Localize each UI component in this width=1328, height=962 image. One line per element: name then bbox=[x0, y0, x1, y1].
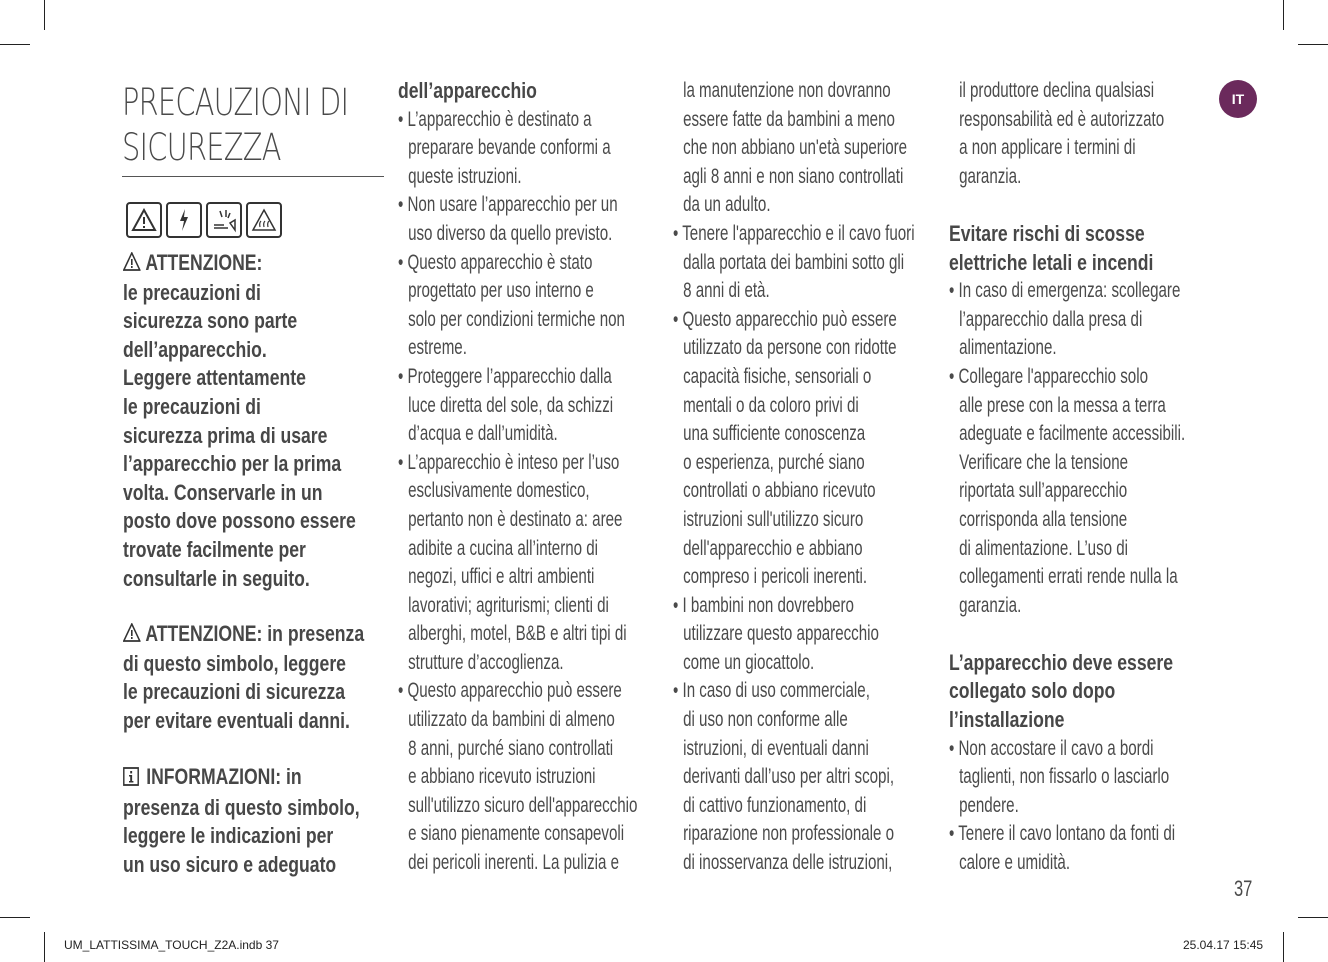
text-line: mentali o da coloro privi di bbox=[683, 393, 859, 417]
text-line: come un giocattolo. bbox=[683, 650, 815, 674]
lightning-icon bbox=[166, 202, 202, 238]
text-line: compreso i pericoli inerenti. bbox=[683, 565, 868, 589]
text-line: utilizzato da persone con ridotte bbox=[683, 336, 897, 360]
safety-symbols bbox=[126, 202, 282, 238]
hot-surface-icon bbox=[246, 202, 282, 238]
text-line: riportata sull’apparecchio bbox=[959, 479, 1128, 503]
text-line: essere fatte da bambini a meno bbox=[683, 107, 895, 131]
text-line: adibite a cucina all’interno di bbox=[408, 536, 599, 560]
warning-icon bbox=[123, 250, 141, 279]
section-heading: L’apparecchio deve essere bbox=[949, 649, 1174, 675]
bullet-item: • Proteggere l’apparecchio dalla bbox=[398, 364, 612, 388]
text-line: alle prese con la messa a terra bbox=[959, 393, 1166, 417]
bullet-item: • Collegare l'apparecchio solo bbox=[949, 364, 1148, 388]
hand-water-icon bbox=[206, 202, 242, 238]
text-line: solo per condizioni termiche non bbox=[408, 307, 625, 331]
print-timestamp: 25.04.17 15:45 bbox=[1183, 938, 1264, 952]
crop-mark bbox=[0, 917, 30, 918]
text-line: lavorativi; agriturismi; clienti di bbox=[408, 593, 609, 617]
text-line: e abbiano ricevuto istruzioni bbox=[408, 765, 596, 789]
text-line: alimentazione. bbox=[959, 336, 1057, 360]
crop-mark bbox=[0, 44, 30, 45]
text-line: esclusivamente domestico, bbox=[408, 479, 590, 503]
text-line: che non abbiano un'età superiore bbox=[683, 136, 908, 160]
crop-mark bbox=[1283, 0, 1284, 30]
bullet-item: • In caso di uso commerciale, bbox=[673, 679, 870, 703]
crop-mark bbox=[1298, 917, 1328, 918]
crop-mark bbox=[44, 932, 45, 962]
column-4 bbox=[949, 77, 1239, 878]
text-line: Verificare che la tensione bbox=[959, 450, 1129, 474]
crop-mark bbox=[44, 0, 45, 30]
text-line: derivanti dall’uso per altri scopi, bbox=[683, 765, 895, 789]
text-line: sull'utilizzo sicuro dell'apparecchio bbox=[408, 793, 638, 817]
text-line: agli 8 anni e non siano controllati bbox=[683, 164, 904, 188]
text-line: dell'apparecchio e abbiano bbox=[683, 536, 863, 560]
bullet-item: • Non accostare il cavo a bordi bbox=[949, 736, 1154, 760]
text-line: estreme. bbox=[408, 336, 467, 360]
spacer bbox=[949, 191, 1237, 220]
spacer bbox=[949, 620, 1237, 649]
text-line: 8 anni, purché siano controllati bbox=[408, 736, 614, 760]
text-line: dalla portata dei bambini sotto gli bbox=[683, 250, 905, 274]
text-line: riparazione non professionale o bbox=[683, 822, 895, 846]
text-line: d’acqua e dall’umidità. bbox=[408, 422, 558, 446]
text-line: la manutenzione non dovranno bbox=[683, 79, 891, 102]
warning-icon bbox=[123, 621, 141, 650]
info-icon bbox=[123, 765, 139, 794]
text-line: il produttore declina qualsiasi bbox=[959, 79, 1155, 102]
column-3 bbox=[673, 77, 963, 878]
text-line: calore e umidità. bbox=[959, 851, 1071, 875]
text-line: negozi, uffici e altri ambienti bbox=[408, 565, 595, 589]
text-line: utilizzato da bambini di almeno bbox=[408, 708, 615, 732]
text-line: taglienti, non fissarlo o lasciarlo bbox=[959, 765, 1170, 789]
section-heading: collegato solo dopo bbox=[949, 678, 1116, 704]
text-line: pendere. bbox=[959, 793, 1019, 817]
warning-block-2: ATTENZIONE: in presenza di questo simbolo, leggere le precauzioni di sicurezza per evitare eventuali danni. bbox=[123, 621, 365, 733]
text-line: luce diretta del sole, da schizzi bbox=[408, 393, 614, 417]
page-title: PRECAUZIONI DI SICUREZZA bbox=[122, 81, 349, 169]
bullet-item: • Questo apparecchio può essere bbox=[398, 679, 622, 703]
bullet-item: • Questo apparecchio può essere bbox=[673, 307, 897, 331]
info-block: INFORMAZIONI: in presenza di questo simbolo, leggere le indicazioni per un uso sicuro e adeguato bbox=[123, 764, 360, 877]
text-line: di inosservanza delle istruzioni, bbox=[683, 851, 893, 875]
text-line: utilizzare questo apparecchio bbox=[683, 622, 879, 646]
text-line: di alimentazione. L’uso di bbox=[959, 536, 1129, 560]
bullet-item: • Non usare l’apparecchio per un bbox=[398, 193, 618, 217]
section-heading: l’installazione bbox=[949, 707, 1065, 733]
text-line: preparare bevande conformi a bbox=[408, 136, 611, 160]
text-line: garanzia. bbox=[959, 593, 1022, 617]
text-line: e siano pienamente consapevoli bbox=[408, 822, 625, 846]
text-line: di uso non conforme alle bbox=[683, 708, 848, 732]
text-line: controllati o abbiano ricevuto bbox=[683, 479, 876, 503]
section-heading: elettriche letali e incendi bbox=[949, 249, 1154, 275]
print-slug: UM_LATTISSIMA_TOUCH_Z2A.indb 37 bbox=[64, 938, 279, 952]
text-line: uso diverso da quello previsto. bbox=[408, 221, 613, 245]
text-line: alberghi, motel, B&B e altri tipi di bbox=[408, 622, 627, 646]
text-line: o esperienza, purché siano bbox=[683, 450, 865, 474]
text-line: capacità fisiche, sensoriali o bbox=[683, 364, 872, 388]
text-line: una sufficiente conoscenza bbox=[683, 422, 866, 446]
text-line: istruzioni sull'utilizzo sicuro bbox=[683, 507, 864, 531]
bullet-item: • In caso di emergenza: scollegare bbox=[949, 279, 1181, 303]
page-number: 37 bbox=[1234, 876, 1253, 901]
section-heading: dell’apparecchio bbox=[398, 78, 537, 103]
bullet-item: • I bambini non dovrebbero bbox=[673, 593, 854, 617]
text-line: pertanto non è destinato a: aree bbox=[408, 507, 623, 531]
text-line: istruzioni, di eventuali danni bbox=[683, 736, 869, 760]
text-line: l’apparecchio dalla presa di bbox=[959, 307, 1143, 331]
language-badge: IT bbox=[1219, 80, 1257, 118]
text-line: a non applicare i termini di bbox=[959, 136, 1136, 160]
bullet-item: • Tenere l'apparecchio e il cavo fuori bbox=[673, 221, 915, 245]
crop-mark bbox=[1283, 932, 1284, 962]
bullet-item: • L’apparecchio è destinato a bbox=[398, 107, 592, 131]
text-line: da un adulto. bbox=[683, 193, 771, 217]
crop-mark bbox=[1298, 44, 1328, 45]
text-line: responsabilità ed è autorizzato bbox=[959, 107, 1165, 131]
text-line: strutture d’accoglienza. bbox=[408, 650, 564, 674]
text-line: di cattivo funzionamento, di bbox=[683, 793, 867, 817]
warning-icon bbox=[126, 202, 162, 238]
section-heading: Evitare rischi di scosse bbox=[949, 220, 1145, 246]
warning-block-1: ATTENZIONE: le precauzioni di sicurezza sono parte dell’apparecchio. Leggere attentamente le precauzioni di sicurezza prima di usare l’apparecchio per la prima volta. Conservarle in un posto dove possono essere trovate facilmente per consultarle in seguito. bbox=[123, 250, 356, 591]
text-line: progettato per uso interno e bbox=[408, 279, 594, 303]
text-line: garanzia. bbox=[959, 164, 1022, 188]
text-line: 8 anni di età. bbox=[683, 279, 770, 303]
text-line: dei pericoli inerenti. La pulizia e bbox=[408, 851, 620, 875]
text-line: queste istruzioni. bbox=[408, 164, 522, 188]
bullet-item: • Questo apparecchio è stato bbox=[398, 250, 593, 274]
title-divider bbox=[122, 176, 384, 177]
column-2 bbox=[398, 77, 688, 878]
text-line: adeguate e facilmente accessibili. bbox=[959, 422, 1186, 446]
text-line: corrisponda alla tensione bbox=[959, 507, 1128, 531]
bullet-item: • Tenere il cavo lontano da fonti di bbox=[949, 822, 1176, 846]
bullet-item: • L’apparecchio è inteso per l’uso bbox=[398, 450, 620, 474]
text-line: collegamenti errati rende nulla la bbox=[959, 565, 1178, 589]
